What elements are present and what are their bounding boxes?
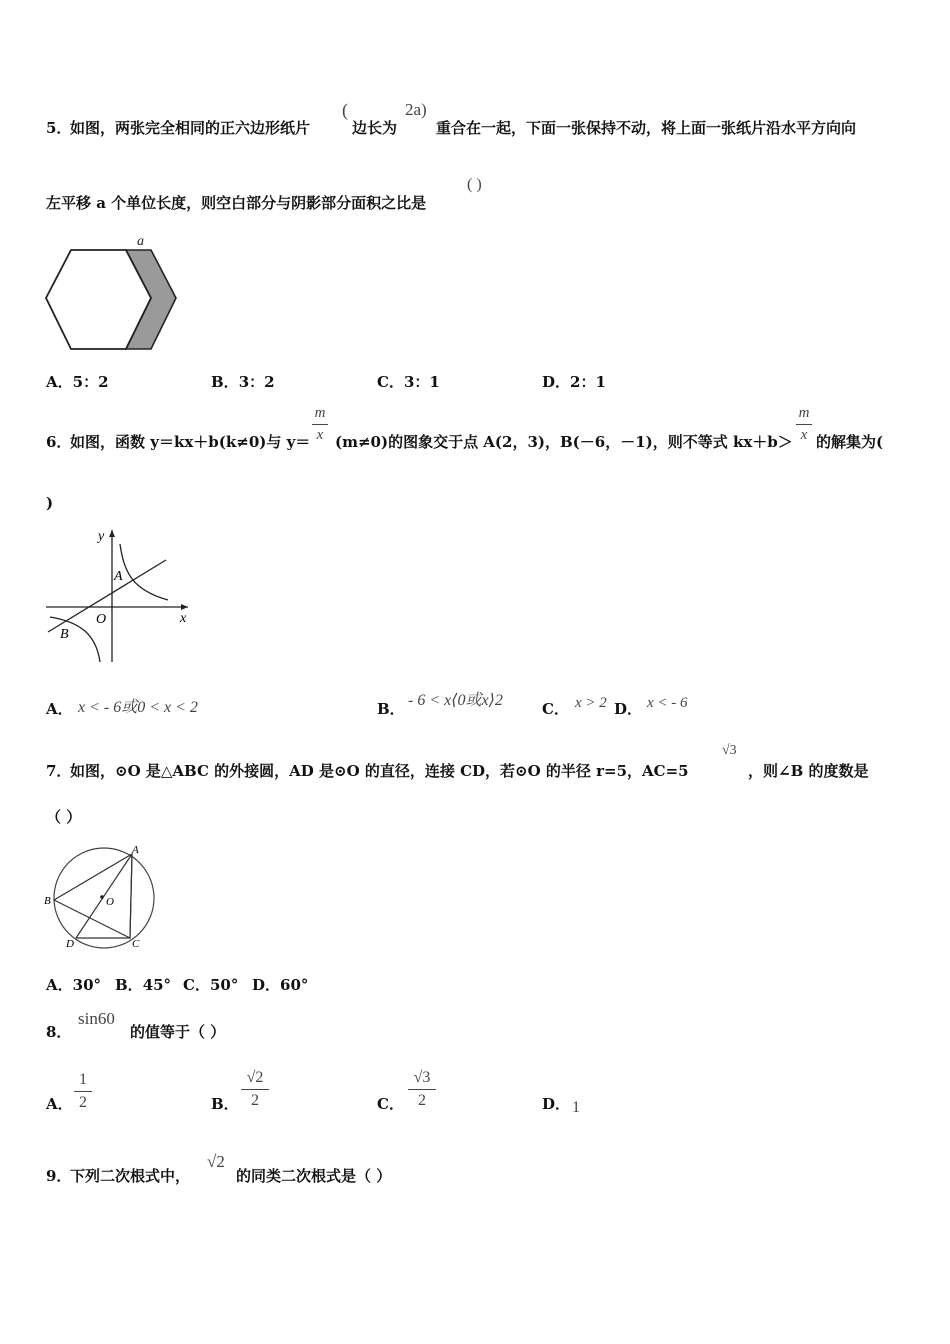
q7-option-c[interactable]: C．50° — [183, 976, 239, 994]
q5-line-2: 左平移 a 个单位长度，则空白部分与阴影部分面积之比是 — [46, 194, 427, 212]
label-x: x — [180, 611, 187, 626]
q5-superscript: 2a) — [405, 100, 427, 119]
q9-text-a: 下列二次根式中， — [70, 1167, 191, 1185]
q6-number: 6． — [46, 433, 72, 451]
q8-number: 8． — [46, 1023, 72, 1041]
hyperbola-branch-2 — [50, 617, 100, 662]
q8-text: 的值等于（ ） — [130, 1023, 226, 1041]
label-O: O — [96, 612, 107, 627]
q5-option-c[interactable]: C．3：1 — [377, 373, 440, 391]
q6-option-b-value[interactable]: - 6 < x⟨0或x⟩2 — [408, 692, 503, 709]
label-a: a — [137, 234, 144, 249]
q8-option-c-key[interactable]: C． — [377, 1095, 404, 1113]
q6-option-d-key[interactable]: D． — [614, 700, 643, 718]
label-B: B — [60, 627, 69, 642]
center-o — [100, 895, 104, 899]
q6-fraction-2: m x — [796, 405, 812, 444]
q8-option-d-value[interactable]: 1 — [572, 1099, 580, 1116]
q7-option-d[interactable]: D．60° — [252, 976, 309, 994]
circumcircle — [54, 848, 154, 948]
q8-option-a-fraction[interactable]: 1 2 — [74, 1071, 92, 1112]
q7-line-2: （ ） — [46, 808, 82, 826]
q7-option-b[interactable]: B．45° — [115, 976, 172, 994]
q8-option-b-key[interactable]: B． — [211, 1095, 239, 1113]
q6-line-2: ) — [46, 494, 54, 512]
q6-option-b-key[interactable]: B． — [377, 700, 405, 718]
q7-text-b: ，则∠B 的度数是 — [748, 762, 869, 780]
q7-text-a: 如图，⊙O 是△ABC 的外接圆，AD 是⊙O 的直径，连接 CD，若⊙O 的半径 r=5，AC=5 — [70, 762, 689, 780]
q9-sqrt: √2 — [207, 1152, 225, 1171]
q5-paren-open: ( — [342, 100, 348, 120]
chord-ac — [130, 854, 132, 938]
q5-text-c: 重合在一起，下面一张保持不动，将上面一张纸片沿水平方向向 — [436, 119, 857, 137]
q5-text-a: 如图，两张完全相同的正六边形纸片 — [70, 119, 311, 137]
q6-option-c-value[interactable]: x > 2 — [575, 695, 607, 711]
q9-number: 9． — [46, 1167, 72, 1185]
q6-option-c-key[interactable]: C． — [542, 700, 569, 718]
label-D: D — [66, 938, 74, 950]
q7-sqrt: √3 — [722, 743, 737, 758]
label-O: O — [106, 896, 114, 908]
q6-fraction-1: m x — [312, 405, 328, 444]
q6-text-c: 的解集为( — [816, 433, 884, 451]
q8-option-c-fraction[interactable]: √3 2 — [408, 1069, 436, 1110]
q6-text-a: 如图，函数 y＝kx＋b(k≠0)与 y＝ — [70, 433, 311, 451]
hyperbola-branch-1 — [120, 544, 168, 600]
q6-option-a-value[interactable]: x < - 6或0 < x < 2 — [78, 699, 198, 716]
q5-number: 5． — [46, 119, 72, 137]
q8-expression: sin60 — [78, 1009, 115, 1028]
q5-text-b: 边长为 — [352, 119, 398, 137]
label-y: y — [98, 529, 105, 544]
q5-option-b[interactable]: B．3：2 — [211, 373, 275, 391]
q7-number: 7． — [46, 762, 72, 780]
q8-option-b-fraction[interactable]: √2 2 — [241, 1069, 269, 1110]
q8-option-d-key[interactable]: D． — [542, 1095, 571, 1113]
q5-option-d[interactable]: D．2：1 — [542, 373, 606, 391]
label-C: C — [132, 938, 140, 950]
q6-option-a-key[interactable]: A． — [46, 700, 73, 718]
q6-function-graph — [40, 522, 200, 667]
q7-circle-figure — [40, 842, 165, 954]
q5-option-a[interactable]: A．5：2 — [46, 373, 109, 391]
q7-option-a[interactable]: A．30° — [46, 976, 102, 994]
q6-option-d-value[interactable]: x < - 6 — [647, 695, 688, 711]
label-B: B — [44, 895, 51, 907]
q8-option-a-key[interactable]: A． — [46, 1095, 73, 1113]
q6-text-b: (m≠0)的图象交于点 A(2，3)，B(－6，－1)，则不等式 kx＋b＞ — [335, 433, 793, 451]
q5-answer-blank: ( ) — [467, 176, 482, 193]
q9-text-b: 的同类二次根式是（ ） — [236, 1167, 392, 1185]
q5-hexagon-figure — [40, 230, 190, 360]
label-A: A — [114, 569, 123, 584]
label-A: A — [132, 844, 139, 856]
